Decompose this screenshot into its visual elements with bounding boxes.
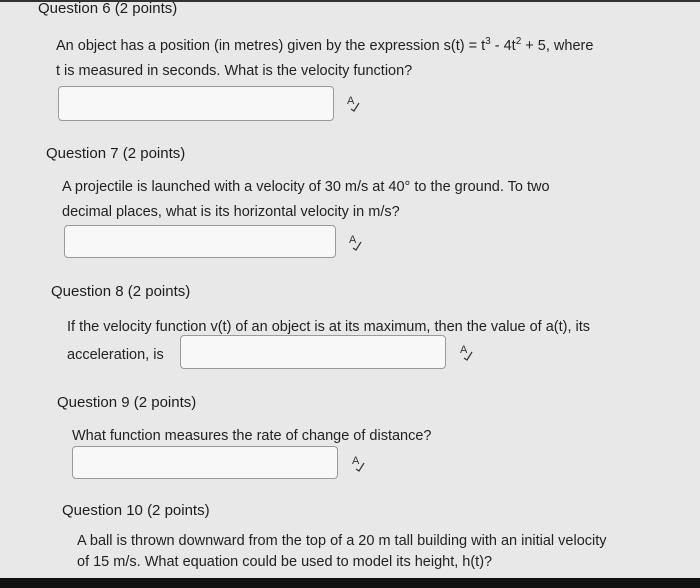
- question-points: (2 points): [114, 0, 178, 17]
- question-9-text: What function measures the rate of change of distance?: [72, 428, 432, 444]
- question-number: Question 6: [38, 0, 111, 17]
- spellcheck-icon[interactable]: A: [345, 96, 361, 112]
- question-8-text: If the velocity function v(t) of an object is at its maximum, then the value of a(t), its acceleration, is: [67, 319, 591, 363]
- question-7-title: Question 7 (2 points): [46, 145, 186, 162]
- question-9-answer-input[interactable]: [72, 446, 338, 479]
- question-10-title: Question 10 (2 points): [62, 502, 210, 519]
- question-7-text: A projectile is launched with a velocity of 30 m/s at 40° to the ground. To two decimal places, what is its horizontal velocity in m/s?: [62, 179, 550, 220]
- spellcheck-icon[interactable]: A: [347, 235, 363, 251]
- question-7-answer-input[interactable]: [64, 225, 336, 258]
- question-9-title: Question 9 (2 points): [57, 394, 197, 411]
- question-6-answer-input[interactable]: [58, 86, 334, 121]
- spellcheck-icon[interactable]: A: [350, 456, 366, 472]
- question-10-text: A ball is thrown downward from the top of a 20 m tall building with an initial velocity of 15 m/s. What equation could be used to model its height, h(t)?: [77, 533, 607, 570]
- question-6-title: [38, 0, 177, 17]
- spellcheck-icon[interactable]: A: [458, 345, 474, 361]
- question-6-text: An object has a position (in metres) given by the expression $s(t) = t^3 - 4t^2 + 5$, where t is measured in seconds. What is the velocity function?: [56, 36, 594, 79]
- bottom-edge: [0, 578, 700, 588]
- question-8-title: Question 8 (2 points): [51, 283, 191, 300]
- question-8-answer-input[interactable]: [180, 335, 446, 369]
